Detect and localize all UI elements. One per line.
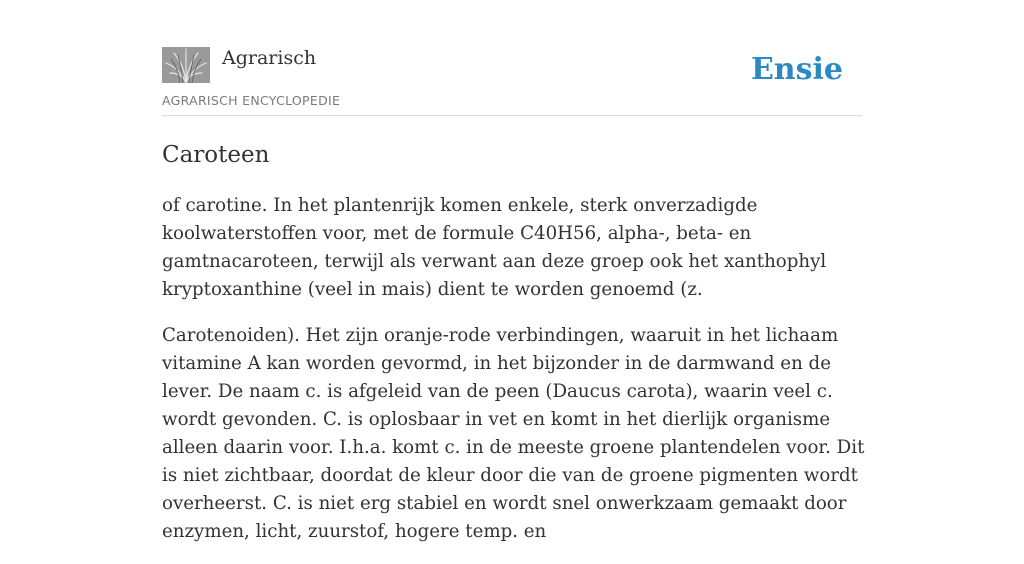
site-logo-icon[interactable] xyxy=(162,47,210,83)
page-title: Caroteen xyxy=(162,142,270,168)
article-paragraph: of carotine. In het plantenrijk komen enkele, sterk onverzadigde koolwaterstoffen voor, met de formule C40H56, alpha-, beta- en gamtnacaroteen, terwijl als verwant aan deze groep ook het xanthophyl kryptoxanthine (veel in mais) dient te worden genoemd (z. xyxy=(162,195,827,300)
site-name[interactable]: Agrarisch xyxy=(222,47,317,69)
header-divider xyxy=(162,115,862,116)
site-subtitle[interactable]: AGRARISCH ENCYCLOPEDIE xyxy=(162,93,341,108)
article-paragraph: Carotenoiden). Het zijn oranje-rode verbindingen, waaruit in het lichaam vitamine A kan worden gevormd, in het bijzonder in de darmwand en de lever. De naam c. is afgeleid van de peen (Daucus carota), waarin veel c. wordt gevonden. C. is oplosbaar in vet en komt in het dierlijk organisme alleen daarin voor. I.h.a. komt c. in de meeste groene plantendelen voor. Dit is niet zichtbaar, doordat de kleur door die van de groene pigmenten wordt overheerst. C. is niet erg stabiel en wordt snel onwerkzaam gemaakt door enzymen, licht, zuurstof, hogere temp. en xyxy=(162,325,865,542)
article-body xyxy=(162,192,866,564)
brand-logo-link[interactable]: Ensie xyxy=(750,52,843,87)
site-header xyxy=(162,44,862,116)
